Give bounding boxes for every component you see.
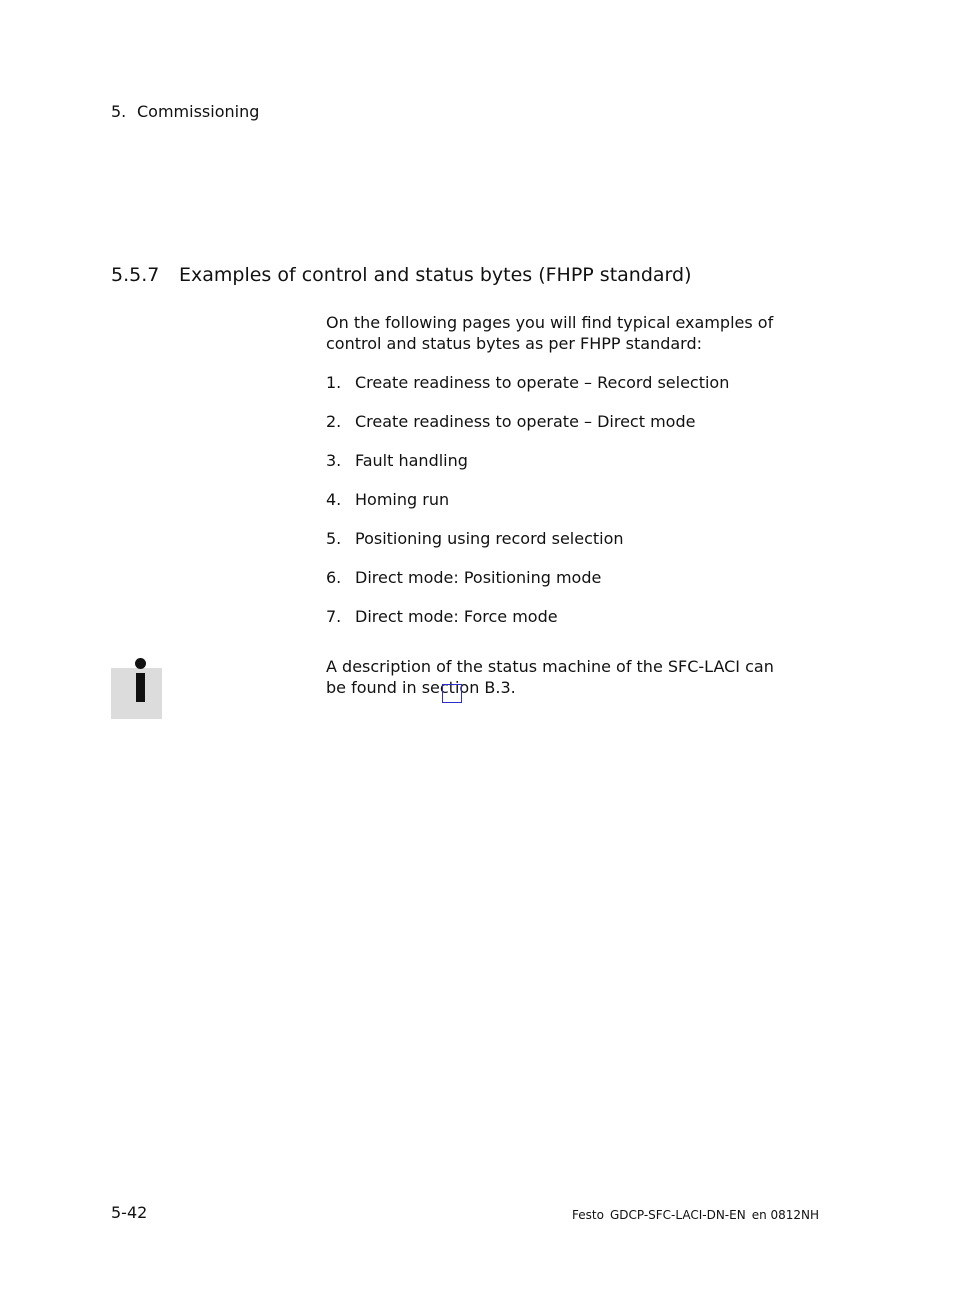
list-item-text: Create readiness to operate – Direct mode <box>355 412 696 431</box>
list-item-number: 6. <box>326 568 342 587</box>
list-item-number: 3. <box>326 451 342 470</box>
list-item-number: 4. <box>326 490 342 509</box>
page-number: 5-42 <box>111 1203 148 1222</box>
list-item <box>326 606 729 645</box>
intro-paragraph: On the following pages you will find typical examples of control and status bytes as per FHPP standard: <box>326 313 774 353</box>
list-item-number: 7. <box>326 607 342 626</box>
list-item-text: Homing run <box>355 490 450 509</box>
list-item <box>326 528 729 567</box>
example-list <box>326 372 729 645</box>
list-item <box>326 450 729 489</box>
list-item-text: Fault handling <box>355 451 468 470</box>
list-item-text: Direct mode: Positioning mode <box>355 568 602 587</box>
list-item <box>326 567 729 606</box>
section-heading <box>111 264 691 286</box>
section-number: 5.5.7 <box>111 264 160 286</box>
footer <box>572 1208 819 1222</box>
list-item-number: 5. <box>326 529 342 548</box>
info-icon <box>135 658 146 669</box>
list-item <box>326 372 729 411</box>
chapter-title: Commissioning <box>137 102 260 121</box>
list-item <box>326 411 729 450</box>
footer-company: Festo <box>572 1208 604 1222</box>
list-item-text: Create readiness to operate – Record selection <box>355 373 730 392</box>
running-header <box>111 102 259 121</box>
note-paragraph: A description of the status machine of the SFC-LACI can be found in section B.3. <box>326 657 774 697</box>
info-icon-stem <box>136 673 145 702</box>
section-link[interactable] <box>442 684 462 703</box>
list-item-text: Positioning using record selection <box>355 529 624 548</box>
section-title: Examples of control and status bytes (FHPP standard) <box>179 264 692 286</box>
list-item <box>326 489 729 528</box>
list-item-number: 1. <box>326 373 342 392</box>
chapter-number: 5. <box>111 102 127 121</box>
footer-language-version: en 0812NH <box>751 1208 820 1222</box>
footer-document-id: GDCP-SFC-LACI-DN-EN <box>609 1208 746 1222</box>
list-item-text: Direct mode: Force mode <box>355 607 558 626</box>
list-item-number: 2. <box>326 412 342 431</box>
